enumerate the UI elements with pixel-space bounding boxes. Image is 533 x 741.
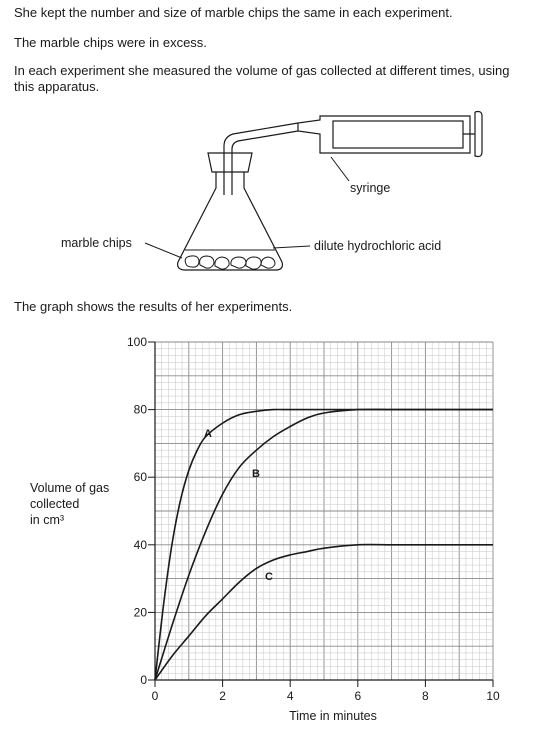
conical-flask <box>178 172 283 270</box>
y-tick-label: 60 <box>133 470 147 485</box>
intro-text-2: The marble chips were in excess. <box>14 35 207 50</box>
y-tick-label: 20 <box>133 605 147 620</box>
graph-axes <box>127 335 500 703</box>
y-tick-label: 100 <box>126 335 147 349</box>
y-axis-label-line-1: Volume of gas <box>30 481 110 495</box>
syringe-leader-line <box>331 157 349 181</box>
marble-chips-icon <box>185 256 275 269</box>
marble-leader-line <box>145 243 182 258</box>
x-tick-label: 0 <box>151 689 159 703</box>
y-axis-label <box>30 480 140 528</box>
y-tick-label: 80 <box>133 402 147 417</box>
delivery-tube <box>224 123 298 195</box>
syringe-label: syringe <box>350 181 391 195</box>
curve-label-b: B <box>252 468 260 480</box>
curve-label-c: C <box>265 571 273 583</box>
x-tick-label: 2 <box>219 689 226 703</box>
y-tick-label: 0 <box>140 673 147 687</box>
x-axis-label: Time in minutes <box>289 709 377 723</box>
acid-leader-line <box>273 246 310 248</box>
syringe-handle <box>463 112 482 157</box>
y-axis-label-line-2: collected <box>30 497 80 511</box>
y-axis-label-line-3: in cm³ <box>30 513 65 527</box>
marble-chips-label: marble chips <box>61 236 132 250</box>
x-tick-label: 6 <box>354 689 362 703</box>
x-tick-label: 4 <box>286 689 294 703</box>
intro-text-1: She kept the number and size of marble chips the same in each experiment. <box>14 5 453 20</box>
x-tick-label: 8 <box>422 689 429 703</box>
curve-labels <box>204 428 273 583</box>
delivery-tube-inner <box>232 131 298 195</box>
graph-grid <box>155 342 493 680</box>
graph-intro-text: The graph shows the results of her experiments. <box>14 299 293 314</box>
x-tick-label: 10 <box>486 689 500 703</box>
bung <box>208 153 252 172</box>
intro-text-3: In each experiment she measured the volume of gas collected at different times, using this apparatus. <box>14 63 510 94</box>
syringe-plunger <box>333 121 463 148</box>
y-tick-label: 40 <box>133 537 147 552</box>
acid-label: dilute hydrochloric acid <box>314 239 442 253</box>
curve-label-a: A <box>204 428 212 440</box>
